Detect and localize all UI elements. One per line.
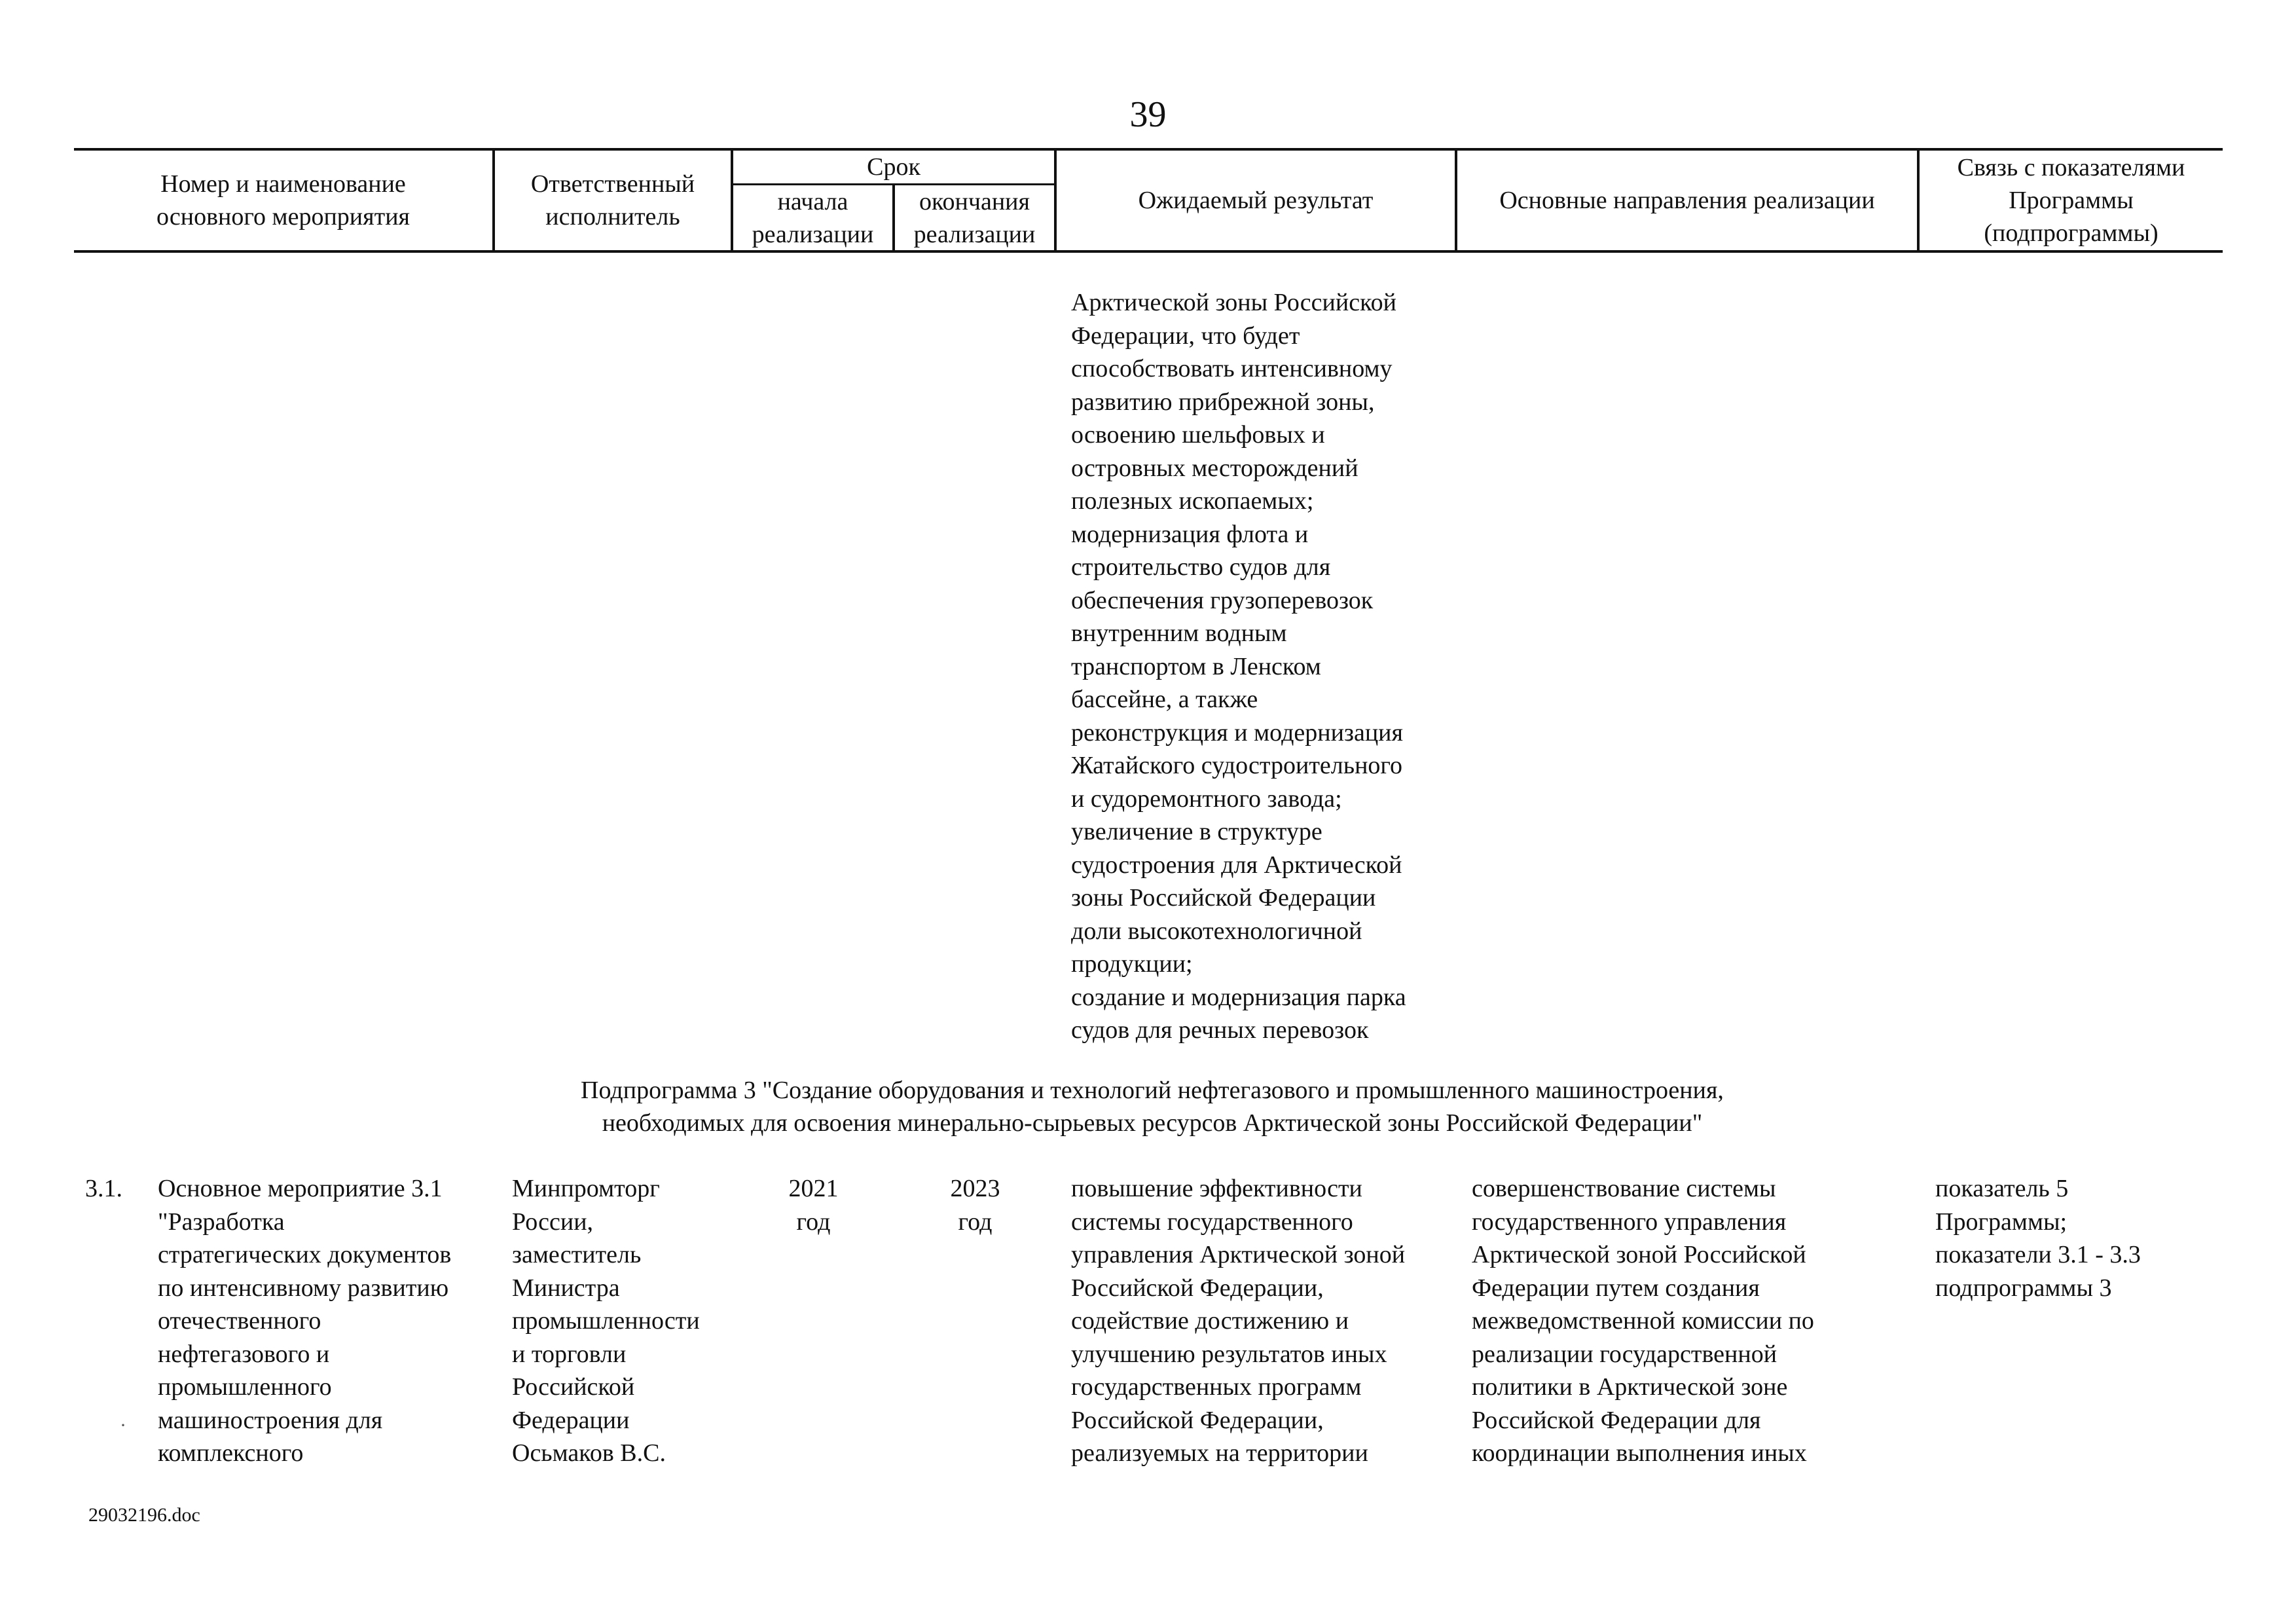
row-executor: Минпромторг России, заместитель Министра промышленности и торговли Российской Федерации Осьмаков В.С.: [512, 1175, 700, 1467]
header-executor-label: Ответственный исполнитель: [530, 170, 695, 231]
continued-result-text: Арктической зоны Российской Федерации, что будет способствовать интенсивному развитию прибрежной зоны, освоению шельфовых и островных месторождений полезных ископаемых; модернизация флота и строительство судов для обеспечения грузоперевозок внутренним водным транспортом в Ленском бассейне, а также реконструкция и модернизация Жатайского судостроительного и судоремонтного завода; увеличение в структуре судостроения для Арктической зоны Российской Федерации доли высокотехнологичной продукции; создание и модернизация парка судов для речных перевозок: [1071, 289, 1406, 1044]
page-number: 39: [1129, 94, 1167, 135]
scan-dot: ·: [120, 1414, 126, 1436]
row-directions: совершенствование системы государственного управления Арктической зоной Российской Федерации путем создания межведомственной комиссии по реализации государственной политики в Арктической зоне Российской Федерации для координации выполнения иных: [1472, 1175, 1814, 1467]
header-start-cell: [733, 185, 892, 250]
header-result-label: Ожидаемый результат: [1138, 187, 1374, 214]
header-end-label: окончания реализации: [913, 187, 1036, 248]
row-start: 2021 год: [788, 1175, 839, 1236]
footer-filename: 29032196.doc: [88, 1504, 200, 1526]
header-start-label: начала реализации: [752, 187, 874, 248]
row-number: 3.1.: [85, 1175, 122, 1202]
header-term-cell: [733, 151, 1054, 183]
row-result: повышение эффективности системы государственного управления Арктической зоной Российской Федерации, содействие достижению и улучшению результатов иных государственных программ Российской Федерации, реализуемых на территории: [1071, 1175, 1406, 1467]
subprogram-title: Подпрограмма 3 "Создание оборудования и технологий нефтегазового и промышленного машиностроения, необходимых для освоения минерально-сырьевых ресурсов Арктической зоны Российской Федерации": [581, 1077, 1724, 1137]
header-bottom-rule: [74, 250, 2223, 253]
header-directions-cell: [1457, 151, 1917, 250]
header-end-cell: [895, 185, 1054, 250]
header-indicators-cell: [1920, 151, 2223, 250]
header-indicators-label: Связь с показателями Программы (подпрограммы): [1957, 154, 2185, 247]
row-indicators: показатель 5 Программы; показатели 3.1 - 3.3 подпрограммы 3: [1935, 1175, 2141, 1302]
header-executor-cell: [495, 151, 731, 250]
row-end: 2023 год: [950, 1175, 1000, 1236]
row-name: Основное мероприятие 3.1 "Разработка стратегических документов по интенсивному развитию отечественного нефтегазового и промышленного машиностроения для комплексного: [158, 1175, 452, 1467]
header-result-cell: [1057, 151, 1455, 250]
header-term-label: Срок: [867, 153, 920, 181]
header-name-cell: [74, 151, 492, 250]
header-name-label: Номер и наименование основного мероприятия: [156, 170, 410, 231]
header-directions-label: Основные направления реализации: [1499, 187, 1875, 214]
